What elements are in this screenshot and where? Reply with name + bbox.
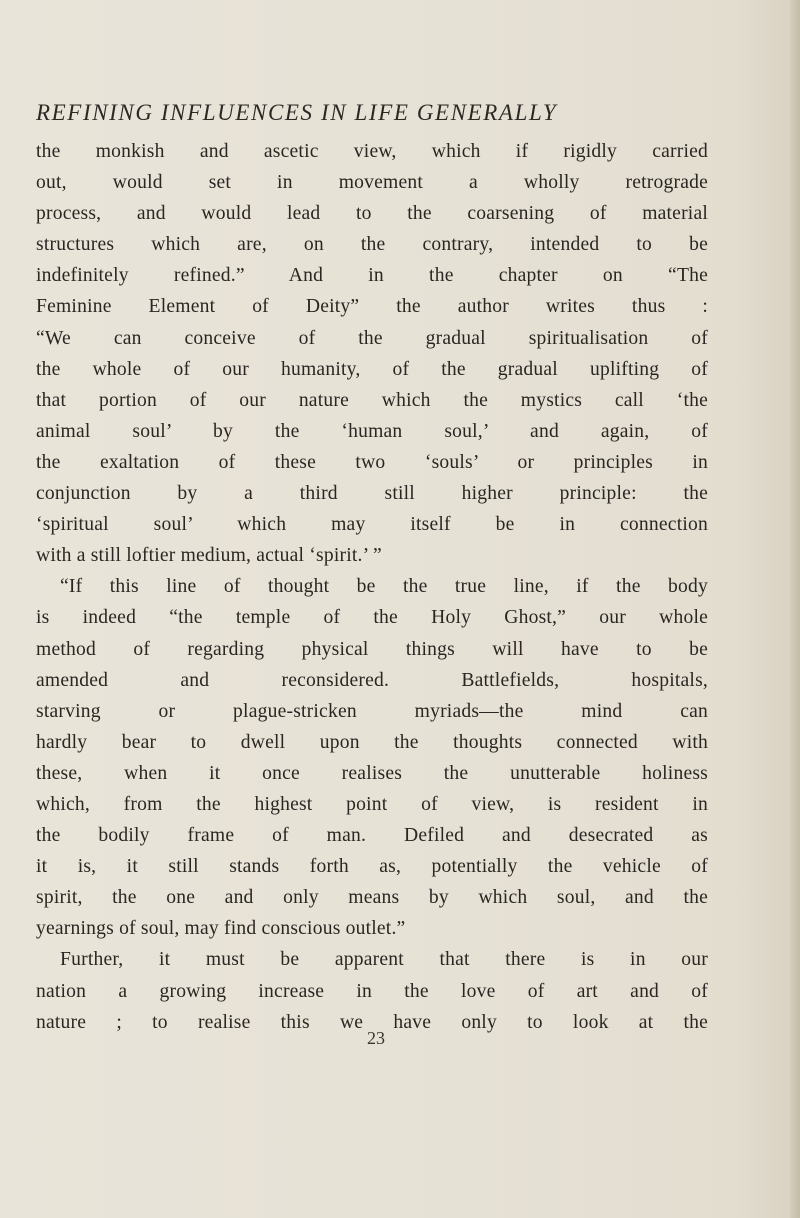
text-line: the exaltation of these two ‘souls’ or principles in [36,451,708,473]
text-line: that portion of our nature which the mystics call ‘the [36,389,708,411]
text-line: these, when it once realises the unutterable holiness [36,762,708,784]
text-line: Further, it must be apparent that there is in our [60,949,708,971]
text-line: Feminine Element of Deity” the author writes thus : [36,296,708,318]
text-line: “We can conceive of the gradual spiritualisation of [36,327,708,349]
text-line: is indeed “the temple of the Holy Ghost,” our whole [36,607,708,629]
text-line: ‘spiritual soul’ which may itself be in connection [36,514,708,536]
text-line: out, would set in movement a wholly retrograde [36,172,708,194]
text-line: the monkish and ascetic view, which if rigidly carried [36,141,708,162]
text-line: which, from the highest point of view, is resident in [36,793,708,815]
text-line: animal soul’ by the ‘human soul,’ and again, of [36,420,708,442]
text-line: with a still loftier medium, actual ‘spirit.’ ” [36,545,382,567]
text-line: it is, it still stands forth as, potentially the vehicle of [36,856,708,878]
text-line: yearnings of soul, may find conscious outlet.” [36,918,406,940]
text-line: conjunction by a third still higher principle: the [36,483,708,505]
text-line: starving or plague-stricken myriads—the mind can [36,700,708,722]
page-edge [790,0,800,1218]
body-text [36,136,708,1038]
page-number: 23 [367,1028,385,1048]
text-line: the whole of our humanity, of the gradual uplifting of [36,358,708,380]
text-line: indefinitely refined.” And in the chapter on “The [36,265,708,287]
text-line: nature ; to realise this we have only to look at the [36,1011,708,1033]
text-line: amended and reconsidered. Battlefields, hospitals, [36,669,708,691]
text-line: hardly bear to dwell upon the thoughts connected with [36,731,708,753]
running-head: REFINING INFLUENCES IN LIFE GENERALLY [36,100,558,125]
text-line: process, and would lead to the coarsening of material [36,203,708,225]
text-line: structures which are, on the contrary, intended to be [36,234,708,256]
text-line: method of regarding physical things will have to be [36,638,708,660]
text-line: spirit, the one and only means by which soul, and the [36,887,708,909]
text-line: nation a growing increase in the love of art and of [36,980,708,1002]
text-line: “If this line of thought be the true line, if the body [60,576,708,598]
text-line: the bodily frame of man. Defiled and desecrated as [36,825,708,847]
